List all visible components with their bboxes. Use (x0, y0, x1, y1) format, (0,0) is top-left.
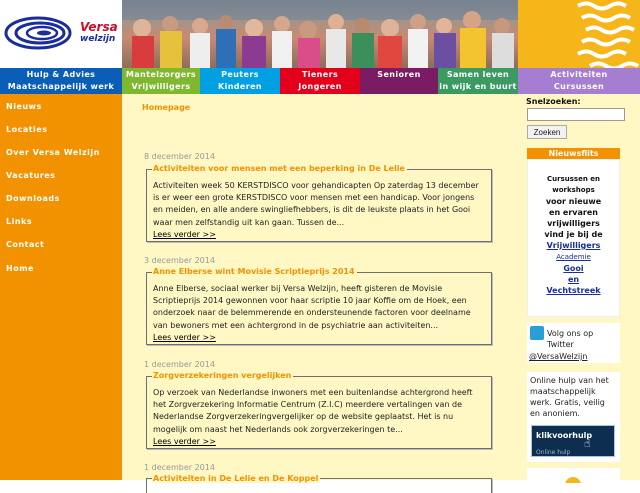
breadcrumb[interactable]: Homepage (142, 103, 191, 112)
sidebar-item-locaties[interactable]: Locaties (6, 125, 48, 134)
read-more-link[interactable]: Lees verder >> (153, 229, 216, 239)
newsflash-link-text[interactable]: Academie (556, 253, 591, 261)
sidebar (0, 94, 122, 480)
newsflash-line: Cursussen en workshops (547, 175, 600, 194)
top-nav (0, 68, 640, 94)
sidebar-item-links[interactable]: Links (6, 217, 33, 226)
news-text: Anne Elberse, sociaal werker bij Versa Welzijn, heeft gisteren de Movisie Scriptieprijs 2014 gewonnen voor haar scriptie 10 jaar Koffie om de Hoek, een onderzoek naar de belemmerende en ondersteunende factoren voor deelname van bewoners met een achtergrond in de psychiatrie aan activiteiten... (153, 284, 471, 330)
news-title[interactable]: Activiteiten voor mensen met een beperking in De Lelie (153, 164, 405, 173)
newsflash-link-text[interactable]: en (567, 275, 580, 284)
brand-sub: welzijn (80, 34, 116, 44)
search-button[interactable]: Zoeken (527, 125, 567, 139)
wave-pattern-icon (518, 0, 640, 68)
header-decoration (518, 0, 640, 68)
nav-line2: Kinderen (217, 82, 263, 91)
crowd-photo-image (122, 0, 520, 68)
nav-hulp-advies[interactable] (0, 68, 122, 94)
newsflash-header: Nieuwsflits (527, 148, 620, 159)
header (0, 0, 640, 68)
online-help-button-label: klikvoorhulp (536, 431, 593, 440)
nav-line1: Activiteiten (550, 70, 608, 79)
news-title[interactable]: Zorgverzekeringen vergelijken (153, 371, 292, 380)
newsflash-box (527, 159, 620, 317)
news-item (146, 376, 492, 449)
twitter-icon (530, 326, 544, 340)
header-photo (122, 0, 520, 68)
news-title[interactable]: Activiteiten in De Lelie en De Koppel (153, 474, 319, 483)
nav-senioren[interactable] (360, 68, 438, 94)
nav-line2: Vrijwilligers (131, 82, 191, 91)
search-label: Snelzoeken: (526, 97, 581, 106)
nav-mantelzorgers[interactable] (122, 68, 200, 94)
nav-line1: Peuters (221, 70, 259, 79)
nav-activiteiten[interactable] (518, 68, 640, 94)
nav-line2: Jongeren (298, 82, 342, 91)
brand-name: Versa (80, 20, 118, 34)
versa-logo[interactable] (0, 0, 122, 68)
news-item (146, 272, 492, 345)
read-more-link[interactable]: Lees verder >> (153, 332, 216, 342)
sidebar-item-over[interactable]: Over Versa Welzijn (6, 148, 100, 157)
news-item (146, 169, 492, 242)
news-date: 3 december 2014 (144, 256, 215, 265)
nav-line1: Mantelzorgers (125, 70, 197, 79)
search-input[interactable] (527, 108, 625, 121)
news-date: 8 december 2014 (144, 152, 215, 161)
newsflash-line: voor nieuwe (545, 197, 602, 206)
newsflash-link-text[interactable]: Gooi (563, 264, 584, 273)
newsflash-line: vrijwilligers (547, 219, 600, 228)
newsflash-line: en ervaren (549, 208, 598, 217)
nav-tieners[interactable] (280, 68, 360, 94)
sidebar-item-home[interactable]: Home (6, 264, 34, 273)
nav-line2: in wijk en buurt (439, 82, 517, 91)
newsflash-link-text[interactable]: Vrijwilligers (546, 241, 601, 250)
news-title[interactable]: Anne Elberse wint Movisie Scriptieprijs 2014 (153, 267, 355, 276)
sidebar-item-contact[interactable]: Contact (6, 240, 45, 249)
nav-line1: Tieners (301, 70, 339, 79)
news-date: 1 december 2014 (144, 463, 215, 472)
twitter-handle[interactable]: @VersaWelzijn (529, 352, 588, 361)
newsflash-academy-link[interactable] (528, 240, 619, 263)
nav-peuters[interactable] (200, 68, 280, 94)
nav-line2: Maatschappelijk werk (7, 82, 115, 91)
sidebar-item-vacatures[interactable]: Vacatures (6, 171, 56, 180)
bottom-logo (527, 468, 620, 480)
sidebar-item-nieuws[interactable]: Nieuws (6, 102, 42, 111)
nav-samen-leven[interactable] (438, 68, 518, 94)
online-help-text: Online hulp van het maatschappelijk werk. Gratis, veilig en anoniem. (530, 376, 609, 418)
online-help-box (527, 372, 620, 462)
newsflash-link-text[interactable]: Vechtstreek (546, 286, 601, 295)
news-text: Activiteiten week 50 KERSTDISCO voor gehandicapten Op zaterdag 13 december is er weer een grote KERSTDISCO voor mensen met een handicap. Voor jongens en meiden, en alle andere swingliefhebbers, is dit de leukste plaats in het Gooi waar men zelfstandig uit kan gaan. Tussen de... (153, 181, 479, 227)
online-help-button[interactable] (531, 425, 615, 457)
sidebar-item-downloads[interactable]: Downloads (6, 194, 60, 203)
read-more-link[interactable]: Lees verder >> (153, 436, 216, 446)
nav-line1: Hulp & Advies (26, 70, 96, 79)
twitter-text: Volg ons op Twitter (547, 329, 594, 349)
news-date: 1 december 2014 (144, 360, 215, 369)
nav-line2: Cursussen (553, 82, 605, 91)
swirl-logo-icon (4, 14, 76, 52)
nav-line1: Samen leven (446, 70, 510, 79)
news-text: Op verzoek van Nederlandse inwoners met een buitenlandse achtergrond heeft het Zorgverzekering Informatie Centrum (Z.I.C) meerdere vertalingen van de Nederlandse Zorgverzekeringvergelijker op de website geplaatst. Het is nu mogelijk om naast het Nederlands ook zorgverzekeringen te... (153, 388, 473, 434)
twitter-box[interactable] (527, 323, 620, 363)
online-help-sub: Online hulp (536, 449, 571, 456)
newsflash-line: vind je bij de (544, 230, 603, 239)
sun-logo-icon (527, 471, 620, 483)
nav-line1: Senioren (377, 70, 421, 79)
cursor-hand-icon: ☝ (584, 437, 591, 450)
